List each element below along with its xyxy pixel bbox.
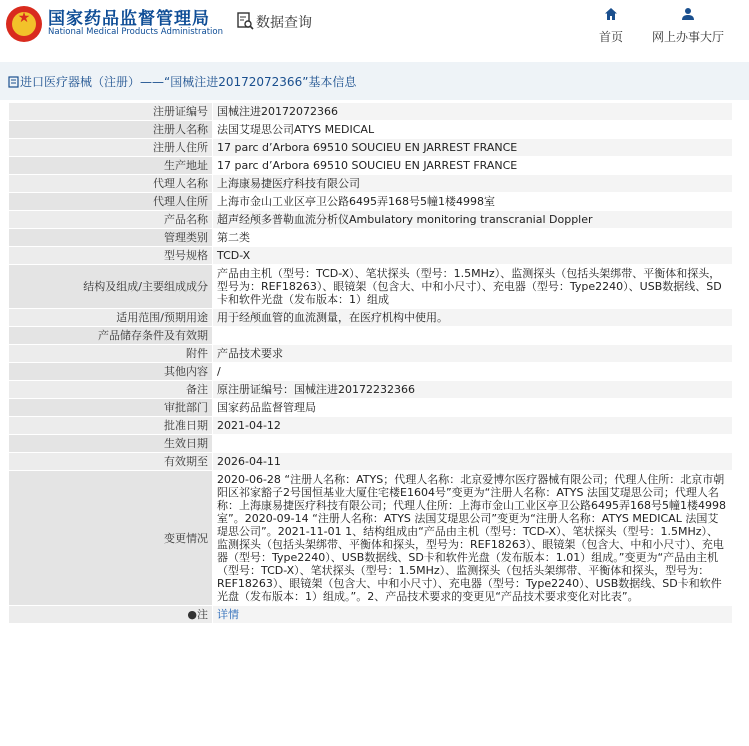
model-spec-label: 型号规格 bbox=[9, 247, 213, 265]
attachment-value: 产品技术要求 bbox=[213, 345, 733, 363]
registrant-address-label: 注册人住所 bbox=[9, 139, 213, 157]
reg-cert-no-value: 国械注进20172072366 bbox=[213, 103, 733, 121]
note-value bbox=[213, 606, 733, 624]
nav-home-label: 首页 bbox=[598, 30, 623, 44]
table-row bbox=[9, 103, 733, 121]
search-document-icon bbox=[236, 12, 254, 34]
management-class-label: 管理类别 bbox=[9, 229, 213, 247]
approval-date-label: 批准日期 bbox=[9, 417, 213, 435]
structure-composition-label: 结构及组成/主要组成成分 bbox=[9, 265, 213, 309]
info-table bbox=[8, 102, 733, 624]
change-history-label: 变更情况 bbox=[9, 471, 213, 606]
production-address-label: 生产地址 bbox=[9, 157, 213, 175]
effective-date-value bbox=[213, 435, 733, 453]
table-row bbox=[9, 381, 733, 399]
table-row bbox=[9, 606, 733, 624]
approval-dept-value: 国家药品监督管理局 bbox=[213, 399, 733, 417]
table-row bbox=[9, 121, 733, 139]
data-query-link[interactable] bbox=[236, 12, 312, 34]
registrant-name-label: 注册人名称 bbox=[9, 121, 213, 139]
production-address-value: 17 parc d’Arbora 69510 SOUCIEU EN JARREST FRANCE bbox=[213, 157, 733, 175]
reg-cert-no-label: 注册证编号 bbox=[9, 103, 213, 121]
registrant-name-value: 法国艾瑅思公司ATYS MEDICAL bbox=[213, 121, 733, 139]
table-row bbox=[9, 211, 733, 229]
logo-emblem-icon: ★ bbox=[6, 6, 42, 42]
document-icon bbox=[8, 76, 19, 91]
nav-online-hall[interactable] bbox=[648, 6, 728, 45]
table-row bbox=[9, 265, 733, 309]
structure-composition-value: 产品由主机（型号：TCD-X）、笔状探头（型号：1.5MHz）、监测探头（包括头架绑带、平衡体和探头，型号为：REF18263）、眼镜架（包含大、中和小尺寸）、充电器（型号：Type2240）、USB数据线、SD卡和软件光盘（发布版本：1）组成 bbox=[213, 265, 733, 309]
details-link[interactable]: 详情 bbox=[217, 608, 239, 621]
table-row bbox=[9, 327, 733, 345]
table-row bbox=[9, 417, 733, 435]
note-label bbox=[9, 606, 213, 624]
breadcrumb-text: 进口医疗器械（注册）——“国械注进20172072366”基本信息 bbox=[20, 75, 357, 89]
approval-dept-label: 审批部门 bbox=[9, 399, 213, 417]
valid-until-value: 2026-04-11 bbox=[213, 453, 733, 471]
management-class-value: 第二类 bbox=[213, 229, 733, 247]
model-spec-value: TCD-X bbox=[213, 247, 733, 265]
agent-name-value: 上海康易捷医疗科技有限公司 bbox=[213, 175, 733, 193]
site-header bbox=[0, 0, 749, 63]
table-row bbox=[9, 139, 733, 157]
table-row bbox=[9, 435, 733, 453]
valid-until-label: 有效期至 bbox=[9, 453, 213, 471]
product-name-value: 超声经颅多普勒血流分析仪Ambulatory monitoring transcranial Doppler bbox=[213, 211, 733, 229]
table-row bbox=[9, 247, 733, 265]
table-row bbox=[9, 309, 733, 327]
table-row bbox=[9, 345, 733, 363]
agent-address-label: 代理人住所 bbox=[9, 193, 213, 211]
site-subtitle: National Medical Products Administration bbox=[48, 27, 223, 37]
remarks-label: 备注 bbox=[9, 381, 213, 399]
storage-validity-value bbox=[213, 327, 733, 345]
change-history-value: 2020-06-28 “注册人名称：ATYS；代理人名称：北京爱博尔医疗器械有限公司；代理人住所：北京市朝阳区祁家豁子2号国恒基业大厦住宅楼E1604号”变更为“注册人名称：ATYS 法国艾瑅思公司；代理人名称：上海康易捷医疗科技有限公司；代理人住所：上海市金山工业区亭卫公路6495弄168号5幢1楼4998室”。2020-09-14 “注册人名称：ATYS 法国艾瑅思公司”变更为“注册人名称：ATYS MEDICAL 法国艾瑅思公司”。2021-11-01 1、结构组成由“产品由主机（型号：TCD-X）、笔状探头（型号：1.5MHz）、监测探头（包括头架绑带、平衡体和探头，型号为：REF18263）、眼镜架（包含大、中和小尺寸）、充电器（型号：Type2240）、USB数据线、SD卡和软件光盘（发布版本：1.01）组成。”变更为“产品由主机（型号：TCD-X）、笔状探头（型号：1.5MHz）、监测探头（包括头架绑带、平衡体和探头，型号为：REF18263）、眼镜架（包含大、中和小尺寸）、充电器（型号：Type2240）、USB数据线、SD卡和软件光盘（发布版本：1）组成。”。2、产品技术要求的变更见“产品技术要求变化对比表”。 bbox=[213, 471, 733, 606]
table-row bbox=[9, 471, 733, 606]
data-query-label: 数据查询 bbox=[256, 15, 312, 31]
note-key: 注 bbox=[197, 608, 208, 621]
table-row bbox=[9, 453, 733, 471]
storage-validity-label: 产品储存条件及有效期 bbox=[9, 327, 213, 345]
breadcrumb bbox=[0, 62, 749, 100]
scope-of-use-label: 适用范围/预期用途 bbox=[9, 309, 213, 327]
nav-online-hall-label: 网上办事大厅 bbox=[651, 30, 724, 44]
table-row bbox=[9, 399, 733, 417]
hint-icon: ● bbox=[187, 608, 197, 621]
remarks-value: 原注册证编号：国械注进20172232366 bbox=[213, 381, 733, 399]
table-row bbox=[9, 363, 733, 381]
table-row bbox=[9, 157, 733, 175]
table-row bbox=[9, 193, 733, 211]
home-icon bbox=[604, 6, 618, 25]
table-row bbox=[9, 175, 733, 193]
approval-date-value: 2021-04-12 bbox=[213, 417, 733, 435]
registrant-address-value: 17 parc d’Arbora 69510 SOUCIEU EN JARREST FRANCE bbox=[213, 139, 733, 157]
nav-home[interactable] bbox=[596, 6, 626, 45]
table-row bbox=[9, 229, 733, 247]
user-icon bbox=[681, 6, 695, 25]
other-content-label: 其他内容 bbox=[9, 363, 213, 381]
effective-date-label: 生效日期 bbox=[9, 435, 213, 453]
attachment-label: 附件 bbox=[9, 345, 213, 363]
scope-of-use-value: 用于经颅血管的血流测量，在医疗机构中使用。 bbox=[213, 309, 733, 327]
agent-address-value: 上海市金山工业区亭卫公路6495弄168号5幢1楼4998室 bbox=[213, 193, 733, 211]
product-name-label: 产品名称 bbox=[9, 211, 213, 229]
other-content-value: / bbox=[213, 363, 733, 381]
agent-name-label: 代理人名称 bbox=[9, 175, 213, 193]
site-title: 国家药品监督管理局 bbox=[48, 9, 210, 29]
